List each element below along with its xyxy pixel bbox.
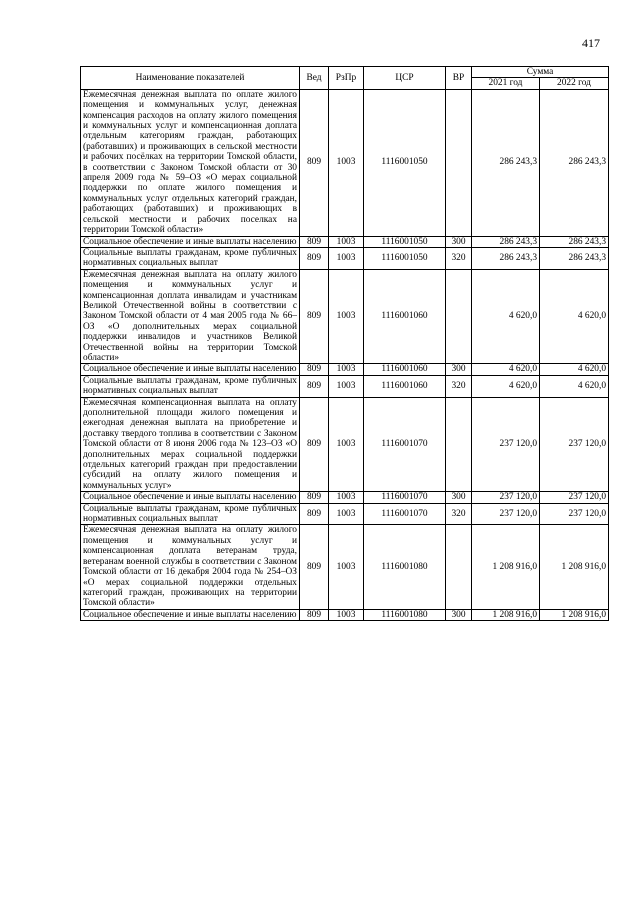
cell-rzpr: 1003 — [329, 89, 364, 236]
cell-sum-2022: 237 120,0 — [540, 492, 609, 503]
cell-sum-2021: 4 620,0 — [472, 269, 540, 364]
cell-sum-2022: 237 120,0 — [540, 397, 609, 492]
cell-ved: 809 — [300, 609, 329, 620]
cell-name: Социальные выплаты гражданам, кроме публичных нормативных социальных выплат — [81, 375, 300, 397]
cell-vr: 320 — [446, 247, 472, 269]
cell-rzpr: 1003 — [329, 247, 364, 269]
cell-vr: 320 — [446, 375, 472, 397]
cell-sum-2022: 4 620,0 — [540, 375, 609, 397]
header-name: Наименование показателей — [81, 67, 300, 90]
cell-rzpr: 1003 — [329, 525, 364, 609]
cell-ved: 809 — [300, 269, 329, 364]
cell-ved: 809 — [300, 236, 329, 247]
table-row — [81, 375, 609, 397]
cell-name: Социальное обеспечение и иные выплаты населению — [81, 364, 300, 375]
cell-csr: 1116001070 — [364, 503, 446, 525]
cell-csr: 1116001060 — [364, 375, 446, 397]
header-year-2022: 2022 год — [540, 78, 609, 89]
cell-vr — [446, 89, 472, 236]
cell-rzpr: 1003 — [329, 609, 364, 620]
cell-rzpr: 1003 — [329, 397, 364, 492]
cell-ved: 809 — [300, 525, 329, 609]
cell-sum-2022: 286 243,3 — [540, 247, 609, 269]
cell-sum-2021: 286 243,3 — [472, 89, 540, 236]
cell-csr: 1116001070 — [364, 397, 446, 492]
cell-rzpr: 1003 — [329, 492, 364, 503]
cell-csr: 1116001060 — [364, 364, 446, 375]
page-number: 417 — [582, 36, 600, 50]
table-row — [81, 503, 609, 525]
cell-rzpr: 1003 — [329, 503, 364, 525]
cell-vr — [446, 397, 472, 492]
table-row — [81, 247, 609, 269]
cell-sum-2022: 1 208 916,0 — [540, 609, 609, 620]
cell-ved: 809 — [300, 503, 329, 525]
cell-rzpr: 1003 — [329, 269, 364, 364]
cell-vr: 300 — [446, 364, 472, 375]
cell-csr: 1116001060 — [364, 269, 446, 364]
cell-sum-2021: 4 620,0 — [472, 364, 540, 375]
cell-vr: 300 — [446, 609, 472, 620]
cell-ved: 809 — [300, 247, 329, 269]
header-sum: Сумма — [472, 67, 609, 78]
header-ved: Вед — [300, 67, 329, 90]
cell-csr: 1116001070 — [364, 492, 446, 503]
cell-vr: 300 — [446, 236, 472, 247]
cell-ved: 809 — [300, 492, 329, 503]
cell-name: Ежемесячная денежная выплата на оплату жилого помещения и коммунальных услуг и компенсационная доплата инвалидам и участникам Великой Отечественной войны в соответствии с Законом Томской области от 4 мая 2005 года № 66–ОЗ «О дополнительных мерах социальной поддержки инвалидов и участников Великой Отечественной войны на территории Томской области» — [81, 269, 300, 364]
cell-sum-2021: 286 243,3 — [472, 247, 540, 269]
cell-rzpr: 1003 — [329, 236, 364, 247]
header-vr: ВР — [446, 67, 472, 90]
header-csr: ЦСР — [364, 67, 446, 90]
table-row — [81, 89, 609, 236]
table-row — [81, 397, 609, 492]
cell-ved: 809 — [300, 375, 329, 397]
cell-sum-2021: 237 120,0 — [472, 397, 540, 492]
cell-name: Социальное обеспечение и иные выплаты населению — [81, 609, 300, 620]
cell-sum-2021: 237 120,0 — [472, 503, 540, 525]
cell-sum-2022: 4 620,0 — [540, 269, 609, 364]
cell-ved: 809 — [300, 364, 329, 375]
table-row — [81, 236, 609, 247]
header-rzpr: РзПр — [329, 67, 364, 90]
table-row — [81, 269, 609, 364]
cell-vr — [446, 525, 472, 609]
cell-ved: 809 — [300, 397, 329, 492]
cell-sum-2021: 286 243,3 — [472, 236, 540, 247]
table-row — [81, 525, 609, 609]
cell-sum-2022: 286 243,3 — [540, 236, 609, 247]
table-row — [81, 609, 609, 620]
cell-sum-2021: 237 120,0 — [472, 492, 540, 503]
cell-vr: 320 — [446, 503, 472, 525]
cell-csr: 1116001050 — [364, 236, 446, 247]
cell-csr: 1116001050 — [364, 247, 446, 269]
cell-sum-2022: 237 120,0 — [540, 503, 609, 525]
cell-name: Социальное обеспечение и иные выплаты населению — [81, 492, 300, 503]
cell-vr — [446, 269, 472, 364]
cell-sum-2021: 1 208 916,0 — [472, 525, 540, 609]
table-row — [81, 492, 609, 503]
cell-sum-2021: 4 620,0 — [472, 375, 540, 397]
cell-vr: 300 — [446, 492, 472, 503]
cell-sum-2021: 1 208 916,0 — [472, 609, 540, 620]
budget-table — [80, 66, 609, 621]
cell-sum-2022: 4 620,0 — [540, 364, 609, 375]
cell-name: Социальное обеспечение и иные выплаты населению — [81, 236, 300, 247]
cell-name: Ежемесячная денежная выплата по оплате жилого помещения и коммунальных услуг, денежная компенсация расходов на оплату жилого помещения и коммунальных услуг и компенсационная доплата отдельным категориям граждан, работающих (работавших) и проживающих в сельской местности и рабочих посёлках на территории Томской области, в соответствии с Законом Томской области от 30 апреля 2009 года № 59–ОЗ «О мерах социальной поддержки по оплате жилого помещения и коммунальных услуг отдельных категорий граждан, работающих (работавших) и проживающих в сельской местности и рабочих поселках на территории Томской области» — [81, 89, 300, 236]
cell-sum-2022: 1 208 916,0 — [540, 525, 609, 609]
table-row — [81, 364, 609, 375]
cell-csr: 1116001050 — [364, 89, 446, 236]
cell-name: Социальные выплаты гражданам, кроме публичных нормативных социальных выплат — [81, 503, 300, 525]
header-year-2021: 2021 год — [472, 78, 540, 89]
cell-name: Ежемесячная денежная выплата на оплату жилого помещения и коммунальных услуг и компенсационная доплата ветеранам труда, ветеранам военной службы в соответствии с Законом Томской области от 16 декабря 2004 года № 254–ОЗ «О мерах социальной поддержки отдельных категорий граждан, проживающих на территории Томской области» — [81, 525, 300, 609]
cell-csr: 1116001080 — [364, 609, 446, 620]
cell-name: Социальные выплаты гражданам, кроме публичных нормативных социальных выплат — [81, 247, 300, 269]
cell-rzpr: 1003 — [329, 364, 364, 375]
cell-rzpr: 1003 — [329, 375, 364, 397]
cell-csr: 1116001080 — [364, 525, 446, 609]
cell-name: Ежемесячная компенсационная выплата на оплату дополнительной площади жилого помещения и ежегодная денежная выплата на приобретение и доставку твердого топлива в соответствии с Законом Томской области от 8 июня 2006 года № 123–ОЗ «О дополнительных мерах социальной поддержки отдельных категорий граждан при предоставлении субсидий на оплату жилого помещения и коммунальных услуг» — [81, 397, 300, 492]
cell-sum-2022: 286 243,3 — [540, 89, 609, 236]
cell-ved: 809 — [300, 89, 329, 236]
